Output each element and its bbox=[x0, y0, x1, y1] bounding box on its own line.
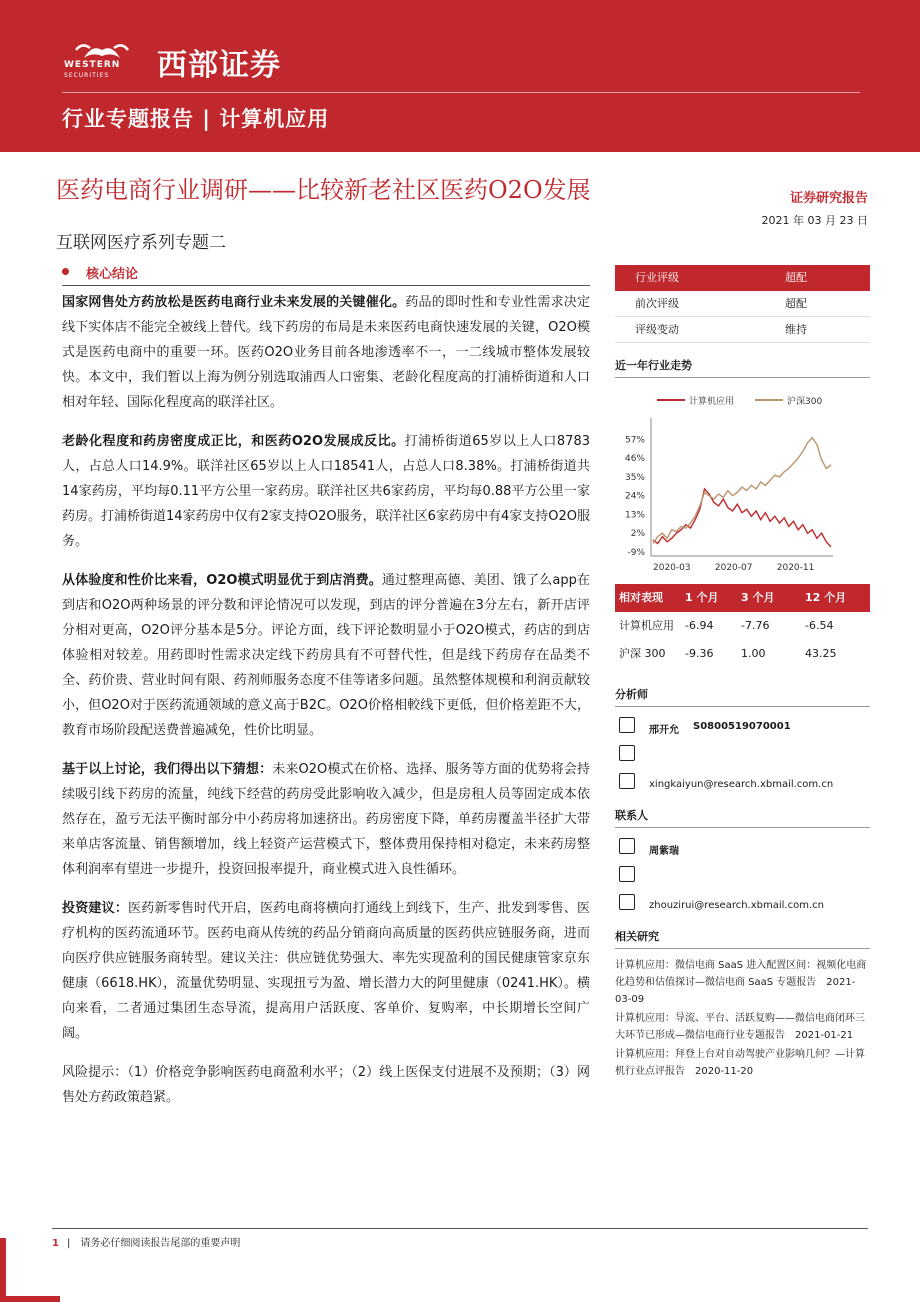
y-tick-label: 57% bbox=[624, 435, 645, 446]
paragraph-body: 未来O2O模式在价格、选择、服务等方面的优势将会持续吸引线下药房的流量，纯线下经营的药房受此影响收入减少，但是房租人员等固定成本依然存在，盈亏无法平衡时部分中小药房将加速挤出。药房密度下降，单药房覆盖半径扩大带来单店客流量、销售额增加，线上轻资产运营模式下，整体费用保持相对稳定，未来药房整体利润率有望进一步提升，投资回报率提升，商业模式进入良性循环。 bbox=[62, 762, 590, 877]
phone-row bbox=[615, 741, 870, 769]
analyst-title: 分析师 bbox=[615, 686, 870, 707]
related-item[interactable]: 计算机应用：微信电商 SaaS 进入配置区间：视频化电商化趋势和估值探讨—微信电商 SaaS 专题报告 2021-03-09 bbox=[615, 960, 867, 1005]
footer-note: | 请务必仔细阅读报告尾部的重要声明 bbox=[66, 1238, 241, 1249]
y-tick-label: 2% bbox=[630, 529, 645, 540]
rating-key: 行业评级 bbox=[635, 271, 679, 284]
report-title: 医药电商行业调研——比较新老社区医药O2O发展 bbox=[56, 176, 591, 204]
perf-cell: 沪深 300 bbox=[619, 647, 666, 660]
related-item[interactable]: 计算机应用：拜登上台对自动驾驶产业影响几何？—计算机行业点评报告 2020-11-20 bbox=[615, 1049, 865, 1077]
perf-cell: -6.94 bbox=[685, 619, 714, 632]
related-list bbox=[615, 957, 870, 1080]
paragraph-lead: 老龄化程度和药房密度成正比，和医药O2O发展成反比。 bbox=[62, 434, 405, 449]
contact-title: 联系人 bbox=[615, 807, 870, 828]
performance-table bbox=[615, 584, 870, 668]
rating-row bbox=[615, 265, 870, 291]
paragraph-lead: 基于以上讨论，我们得出以下猜想： bbox=[62, 762, 273, 777]
perf-cell: 43.25 bbox=[805, 647, 837, 660]
perf-cell: 1.00 bbox=[741, 647, 766, 660]
header-band bbox=[0, 0, 920, 152]
related-title: 相关研究 bbox=[615, 928, 870, 949]
analyst-row bbox=[615, 713, 870, 741]
paragraph-5 bbox=[62, 896, 590, 1046]
logo-subtext: SECURITIES bbox=[64, 72, 110, 79]
footer-divider bbox=[52, 1228, 868, 1229]
rating-value: 超配 bbox=[785, 271, 807, 284]
paragraph-4 bbox=[62, 757, 590, 882]
analyst-section bbox=[615, 686, 870, 1080]
phone-icon bbox=[619, 866, 635, 882]
perf-header: 3 个月 bbox=[741, 591, 775, 604]
main-content bbox=[62, 256, 590, 1110]
y-tick-label: 24% bbox=[624, 491, 645, 502]
series-line bbox=[653, 489, 831, 547]
risk-paragraph bbox=[62, 1060, 590, 1110]
corner-mark bbox=[0, 1238, 6, 1302]
paragraph-lead: 投资建议： bbox=[62, 901, 129, 916]
related-item[interactable]: 计算机应用：导流、平台、活跃复购——微信电商闭环三大环节已形成—微信电商行业专题报告 2021-01-21 bbox=[615, 1013, 865, 1041]
email-icon bbox=[619, 894, 635, 910]
rating-row bbox=[615, 317, 870, 343]
rating-key: 前次评级 bbox=[635, 297, 679, 310]
section-title: 核心结论 bbox=[86, 267, 139, 282]
rating-value: 维持 bbox=[785, 323, 807, 336]
paragraph-lead: 从体验度和性价比来看，O2O模式明显优于到店消费。 bbox=[62, 573, 382, 588]
page-number: 1 bbox=[52, 1238, 59, 1249]
x-tick-label: 2020-07 bbox=[714, 563, 753, 573]
report-subtitle: 互联网医疗系列专题二 bbox=[56, 233, 226, 253]
corner-mark bbox=[0, 1296, 60, 1302]
perf-cell: 计算机应用 bbox=[619, 619, 674, 632]
section-header bbox=[62, 256, 590, 286]
contact-name: 周紫瑞 bbox=[649, 846, 679, 857]
y-tick-label: 13% bbox=[624, 510, 645, 521]
contact-email[interactable]: zhouzirui@research.xbmail.com.cn bbox=[649, 900, 824, 911]
bullet-icon bbox=[62, 268, 69, 275]
report-category: 行业专题报告 | 计算机应用 bbox=[62, 107, 330, 131]
trend-chart bbox=[615, 384, 870, 574]
legend-label: 计算机应用 bbox=[689, 397, 735, 407]
paragraph-body: 药品的即时性和专业性需求决定线下实体店不能完全被线上替代。线下药房的布局是未来医药电商快速发展的关键，O2O模式是医药电商中的重要一环。医药O2O业务目前各地渗透率不一，一二线城市整体发展较快。本文中，我们暂以上海为例分别选取浦西人口密集、老龄化程度高的打浦桥街道和人口相对年轻、国际化程度高的联洋社区。 bbox=[62, 295, 590, 410]
perf-header: 1 个月 bbox=[685, 591, 719, 604]
paragraph-body: 风险提示：（1）价格竞争影响医药电商盈利水平；（2）线上医保支付进展不及预期；（3）网售处方药政策趋紧。 bbox=[62, 1065, 590, 1105]
bull-logo-icon bbox=[62, 40, 142, 76]
doc-type: 证券研究报告 bbox=[789, 191, 868, 206]
trend-chart-svg bbox=[615, 384, 870, 574]
email-row bbox=[615, 890, 870, 918]
y-tick-label: 46% bbox=[624, 454, 645, 465]
header-divider bbox=[62, 92, 860, 93]
paragraph-lead: 国家网售处方药放松是医药电商行业未来发展的关键催化。 bbox=[62, 295, 406, 310]
analyst-cert: S0800519070001 bbox=[693, 721, 791, 732]
rating-value: 超配 bbox=[785, 297, 807, 310]
y-tick-label: -9% bbox=[627, 548, 645, 558]
trend-title: 近一年行业走势 bbox=[615, 357, 870, 378]
x-tick-label: 2020-03 bbox=[653, 563, 691, 573]
perf-cell: -6.54 bbox=[805, 619, 834, 632]
phone-icon bbox=[619, 745, 635, 761]
perf-cell: -9.36 bbox=[685, 647, 714, 660]
x-tick-label: 2020-11 bbox=[776, 563, 815, 573]
brand-name: 西部证券 bbox=[157, 48, 281, 83]
email-icon bbox=[619, 773, 635, 789]
sidebar bbox=[615, 265, 870, 1080]
perf-row bbox=[615, 612, 870, 640]
person-icon bbox=[619, 838, 635, 854]
logo-text: WESTERN bbox=[64, 60, 121, 70]
perf-header: 相对表现 bbox=[619, 591, 663, 604]
paragraph-3 bbox=[62, 568, 590, 743]
phone-row bbox=[615, 862, 870, 890]
report-date: 2021 年 03 月 23 日 bbox=[761, 214, 868, 227]
paragraph-body: 通过整理高德、美团、饿了么app在到店和O2O两种场景的评分数和评论情况可以发现，到店的评分普遍在3分左右，新开店评分相对更高，O2O评分基本是5分。评论方面，线下评论数明显小于O2O模式，药店的到店体验相对较差。用药即时性需求决定线下药房具有不可替代性，但是线下药房存在品类不全、药价贵、营业时间有限、药剂师服务态度不佳等诸多问题。虽然整体规模和利润贡献较小，但O2O对于医药流通领域的意义高于B2C。O2O价格相較线下更低，但价格差距不大，教育市场阶段配送费普遍减免，性价比明显。 bbox=[62, 573, 590, 738]
perf-row bbox=[615, 640, 870, 668]
footer bbox=[52, 1234, 240, 1249]
paragraph-body: 打浦桥街道65岁以上人口8783人，占总人口14.9%。联洋社区65岁以上人口18541人，占总人口8.38%。打浦桥街道共14家药房，平均每0.11平方公里一家药房。联洋社区共6家药房，平均每0.88平方公里一家药房。打浦桥街道14家药房中仅有2家支持O2O服务，联洋社区6家药房中有4家支持O2O服务。 bbox=[62, 434, 590, 549]
perf-header-row bbox=[615, 584, 870, 612]
email-row bbox=[615, 769, 870, 797]
contact-row bbox=[615, 834, 870, 862]
paragraph-1 bbox=[62, 290, 590, 415]
person-icon bbox=[619, 717, 635, 733]
paragraph-2 bbox=[62, 429, 590, 554]
legend-label: 沪深300 bbox=[787, 397, 823, 407]
paragraph-body: 医药新零售时代开启，医药电商将横向打通线上到线下，生产、批发到零售、医疗机构的医药流通环节。医药电商从传统的药品分销商向高质量的医药供应链服务商，进而向医疗供应链服务商转型。建议关注：供应链优势强大、率先实现盈利的国民健康管家京东健康（6618.HK），流量优势明显、实现扭亏为盈、增长潜力大的阿里健康（0241.HK）。横向来看，二者通过集团生态导流，提高用户活跃度、客单价、复购率，中长期增长空间广阔。 bbox=[62, 901, 590, 1041]
analyst-email[interactable]: xingkaiyun@research.xbmail.com.cn bbox=[649, 779, 834, 790]
perf-header: 12 个月 bbox=[805, 591, 847, 604]
rating-key: 评级变动 bbox=[635, 323, 679, 336]
analyst-name: 邢开允 bbox=[649, 725, 679, 736]
perf-cell: -7.76 bbox=[741, 619, 770, 632]
y-tick-label: 35% bbox=[624, 472, 645, 483]
rating-row bbox=[615, 291, 870, 317]
